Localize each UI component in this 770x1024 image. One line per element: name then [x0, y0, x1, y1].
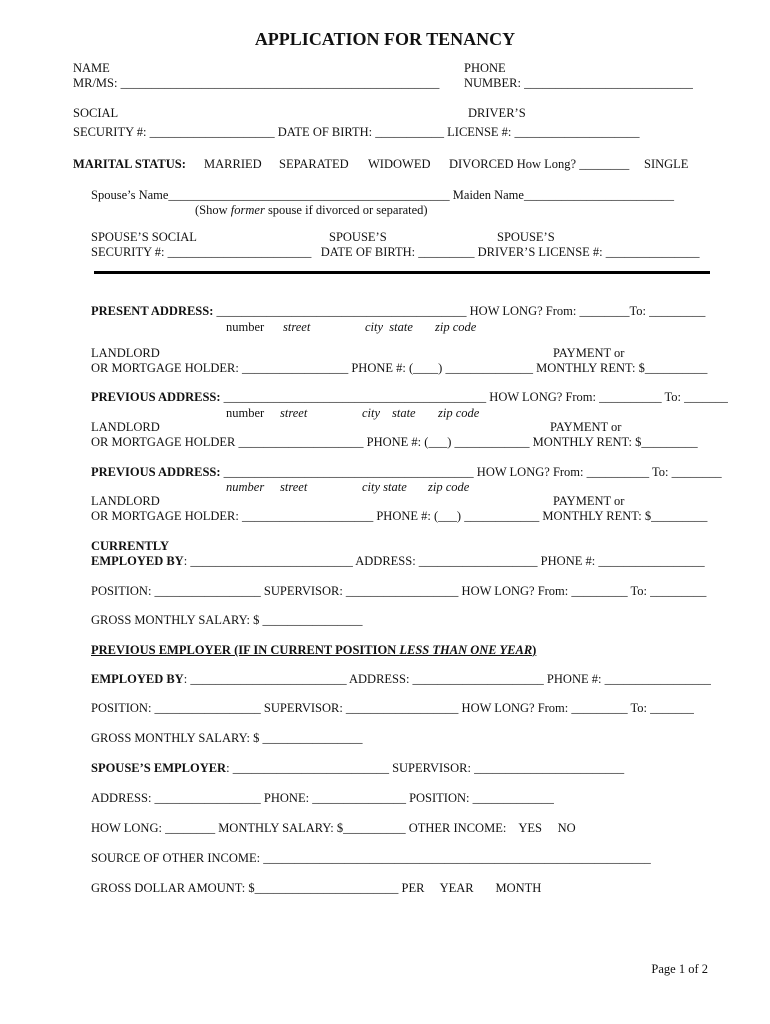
- hint-state: state: [392, 406, 416, 420]
- currently-label: CURRENTLY: [91, 539, 170, 553]
- hint-number: number: [226, 320, 265, 334]
- form-title: APPLICATION FOR TENANCY: [254, 29, 516, 49]
- marital-option-married[interactable]: MARRIED: [204, 157, 262, 171]
- previous-employer-line[interactable]: EMPLOYED BY: _________________________ ADDRESS: _____________________ PHONE #: _________________: [91, 672, 711, 686]
- spouse-employer-line[interactable]: SPOUSE’S EMPLOYER: _________________________ SUPERVISOR: ________________________: [91, 761, 625, 775]
- name-field[interactable]: MR/MS: ___________________________________________________: [73, 76, 440, 90]
- spouse-license-label: SPOUSE’S: [497, 230, 555, 244]
- mortgage-holder-line[interactable]: OR MORTGAGE HOLDER: _____________________ PHONE #: (___) ____________ MONTHLY RENT: $_________: [91, 509, 708, 523]
- previous-salary-line[interactable]: GROSS MONTHLY SALARY: $ ________________: [91, 731, 363, 745]
- hint-city-state: city state: [362, 480, 407, 494]
- previous-address-line-1[interactable]: PREVIOUS ADDRESS: __________________________________________ HOW LONG? From: __________ To: _______: [91, 390, 728, 404]
- phone-number-field[interactable]: NUMBER: ___________________________: [464, 76, 693, 90]
- landlord-label: LANDLORD: [91, 420, 160, 434]
- mortgage-holder-line[interactable]: OR MORTGAGE HOLDER ____________________ PHONE #: (___) ____________ MONTHLY RENT: $_________: [91, 435, 698, 449]
- name-label: NAME: [73, 61, 110, 75]
- marital-option-divorced[interactable]: DIVORCED How Long? ________: [449, 157, 630, 171]
- payment-label: PAYMENT or: [553, 346, 625, 360]
- hint-street: street: [280, 480, 308, 494]
- spouse-name-line[interactable]: Spouse’s Name_____________________________________________ Maiden Name________________________: [91, 188, 674, 202]
- payment-label: PAYMENT or: [553, 494, 625, 508]
- drivers-label: DRIVER’S: [468, 106, 526, 120]
- payment-label: PAYMENT or: [550, 420, 622, 434]
- phone-label: PHONE: [464, 61, 506, 75]
- marital-status-label: MARITAL STATUS:: [73, 157, 186, 171]
- previous-address-line-2[interactable]: PREVIOUS ADDRESS: ________________________________________ HOW LONG? From: __________ To: ________: [91, 465, 722, 479]
- page-number: Page 1 of 2: [651, 962, 708, 976]
- marital-option-separated[interactable]: SEPARATED: [279, 157, 349, 171]
- hint-city-state: city state: [365, 320, 413, 334]
- spouse-social-label: SPOUSE’S SOCIAL: [91, 230, 197, 244]
- landlord-label: LANDLORD: [91, 346, 160, 360]
- hint-zip: zip code: [428, 480, 470, 494]
- hint-zip: zip code: [438, 406, 480, 420]
- hint-number: number: [226, 406, 265, 420]
- spouse-dob-label: SPOUSE’S: [329, 230, 387, 244]
- current-employer-line[interactable]: EMPLOYED BY: __________________________ ADDRESS: ___________________ PHONE #: _________________: [91, 554, 705, 568]
- other-income-source-line[interactable]: SOURCE OF OTHER INCOME: ______________________________________________________________: [91, 851, 651, 865]
- hint-street: street: [280, 406, 308, 420]
- social-label: SOCIAL: [73, 106, 119, 120]
- mortgage-holder-line[interactable]: OR MORTGAGE HOLDER: _________________ PHONE #: (____) ______________ MONTHLY RENT: $__________: [91, 361, 708, 375]
- present-address-line[interactable]: PRESENT ADDRESS: ________________________________________ HOW LONG? From: ________To: _________: [91, 304, 706, 318]
- marital-option-single[interactable]: SINGLE: [644, 157, 689, 171]
- section-divider: [94, 271, 710, 274]
- landlord-label: LANDLORD: [91, 494, 160, 508]
- hint-city: city: [362, 406, 381, 420]
- spouse-ssn-dob-license-line[interactable]: SECURITY #: _______________________ DATE OF BIRTH: _________ DRIVER’S LICENSE #: _______________: [91, 245, 700, 259]
- gross-amount-line[interactable]: GROSS DOLLAR AMOUNT: $_______________________ PER YEAR MONTH: [91, 881, 542, 895]
- ssn-dob-license-line[interactable]: SECURITY #: ____________________ DATE OF BIRTH: ___________ LICENSE #: ____________________: [73, 125, 640, 139]
- hint-number: number: [226, 480, 265, 494]
- spouse-note: (Show former spouse if divorced or separated): [195, 203, 428, 217]
- previous-employer-heading: PREVIOUS EMPLOYER (IF IN CURRENT POSITION LESS THAN ONE YEAR): [91, 643, 537, 657]
- marital-option-widowed[interactable]: WIDOWED: [368, 157, 431, 171]
- hint-zip: zip code: [435, 320, 477, 334]
- current-salary-line[interactable]: GROSS MONTHLY SALARY: $ ________________: [91, 613, 363, 627]
- spouse-address-line[interactable]: ADDRESS: _________________ PHONE: _______________ POSITION: _____________: [91, 791, 554, 805]
- spouse-income-line[interactable]: HOW LONG: ________ MONTHLY SALARY: $__________ OTHER INCOME: YES NO: [91, 821, 576, 835]
- current-position-line[interactable]: POSITION: _________________ SUPERVISOR: __________________ HOW LONG? From: _________ To: _________: [91, 584, 707, 598]
- previous-position-line[interactable]: POSITION: _________________ SUPERVISOR: __________________ HOW LONG? From: _________ To: _______: [91, 701, 694, 715]
- hint-street: street: [283, 320, 311, 334]
